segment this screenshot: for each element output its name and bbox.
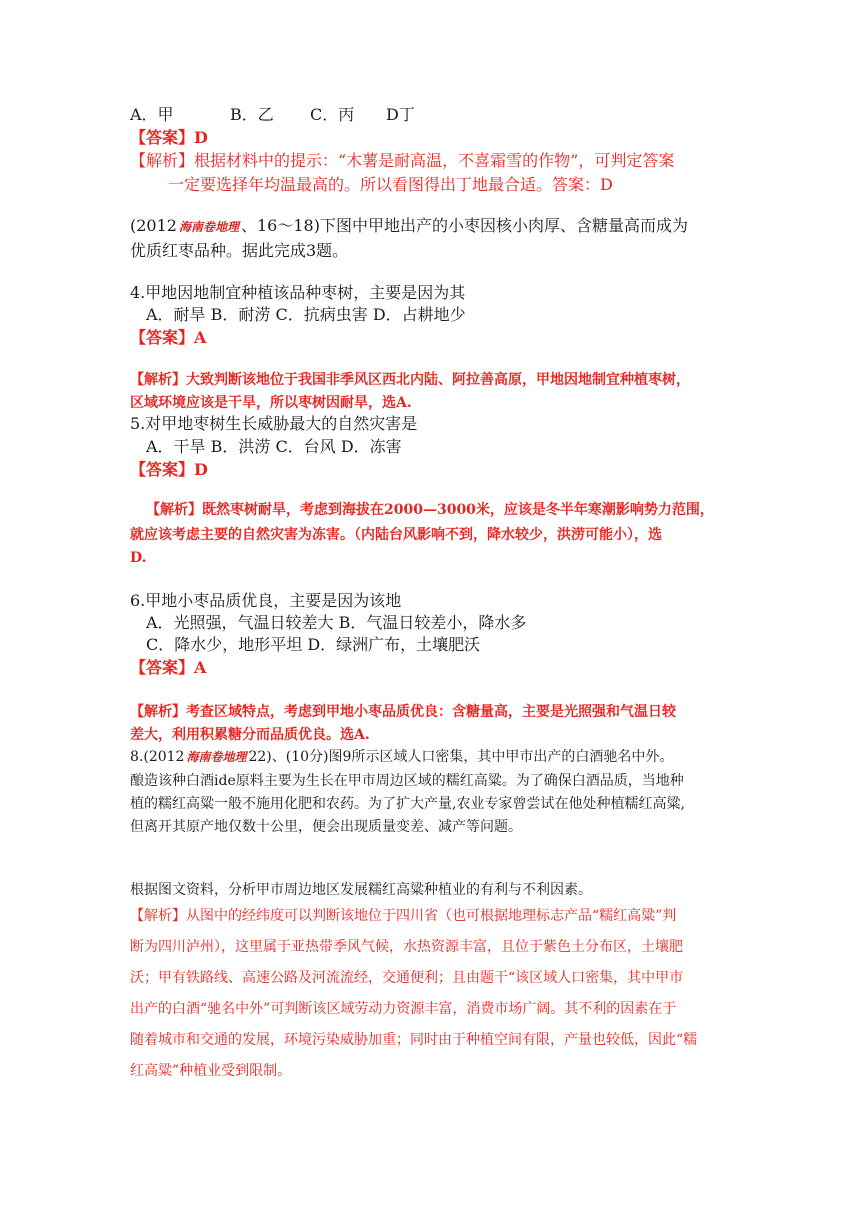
q5-analysis-line1: 【解析】既然枣树耐旱，考虑到海拔在2000—3000米，应该是冬半年寒潮影响势力范围，: [146, 502, 714, 518]
q4-options: A．耐旱 B．耐涝 C．抗病虫害 D．占耕地少: [146, 305, 466, 324]
q3-option-a: A．甲: [130, 105, 174, 124]
q8-line2: 酿造该种白酒ide原料主要为生长在甲市周边区域的糯红高粱。为了确保白酒品质，当地种: [130, 773, 684, 789]
q8-analysis-line2: 断为四川泸州），这里属于亚热带季风气候，水热资源丰富，且位于紫色土分布区，土壤肥: [130, 939, 683, 955]
q3-analysis-line1: 【解析】根据材料中的提示：“木薯是耐高温，不喜霜雪的作物”，可判定答案: [130, 151, 675, 170]
q8-line3: 植的糯红高粱一般不施用化肥和农药。为了扩大产量,农业专家曾尝试在他处种植糯红高粱,: [130, 796, 685, 812]
q8-analysis-line6: 红高粱”种植业受到限制。: [130, 1063, 292, 1079]
q4-answer: 【答案】A: [130, 328, 207, 347]
q3-option-c: C．丙: [310, 105, 355, 124]
q4-analysis-line1: 【解析】大致判断该地位于我国非季风区西北内陆、阿拉善高原，甲地因地制宜种植枣树，: [130, 372, 690, 388]
q5-analysis-line3: D.: [130, 550, 147, 566]
q3-analysis-line2: 一定要选择年均温最高的。所以看图得出丁地最合适。答案：D: [168, 175, 613, 194]
q6-analysis-line2: 差大，利用积累糖分而品质优良。选A.: [130, 727, 370, 743]
intro-prefix: (2012: [130, 216, 177, 235]
q8-line1: [130, 746, 673, 768]
q5-answer: 【答案】D: [130, 460, 208, 479]
source-tag: 海南卷地理: [178, 220, 239, 234]
q8-analysis-line1: 【解析】从图中的经纬度可以判断该地位于四川省（也可根据地理标志产品“糯红高粱”判: [130, 908, 677, 924]
q8-analysis-line5: 随着城市和交通的发展，环境污染威胁加重；同时由于种植空间有限，产量也较低，因此“糯: [130, 1032, 698, 1048]
q5-analysis-line2: 就应该考虑主要的自然灾害为冻害。（内陆台风影响不到，降水较少，洪涝可能小），选: [130, 527, 662, 543]
q6-options-line1: A．光照强，气温日较差大 B．气温日较差小，降水多: [146, 613, 527, 632]
q3-option-d: D丁: [386, 105, 415, 124]
q3-answer: 【答案】D: [130, 128, 208, 147]
q3-option-b: B．乙: [230, 105, 274, 124]
q3-options: [130, 104, 415, 126]
q8-analysis-line4: 出产的白酒“驰名中外”可判断该区域劳动力资源丰富，消费市场广阔。其不利的因素在于: [130, 1001, 677, 1017]
q8-analysis-line3: 沃；甲有铁路线、高速公路及河流流经，交通便利；且由题干“该区域人口密集，其中甲市: [130, 970, 684, 986]
q8-prefix: 8.(2012: [130, 749, 185, 765]
q8-suffix: 22)、(10分)图9所示区域人口密集，其中甲市出产的白酒驰名中外。: [248, 749, 674, 765]
q8-source-tag: 海南卷地理: [186, 750, 247, 764]
q6-stem: 6.甲地小枣品质优良，主要是因为该地: [130, 591, 402, 610]
q5-stem: 5.对甲地枣树生长威胁最大的自然灾害是: [130, 414, 418, 433]
q6-answer: 【答案】A: [130, 658, 207, 677]
intro-line1: [130, 215, 688, 238]
q6-options-line2: C．降水少，地形平坦 D．绿洲广布，土壤肥沃: [146, 635, 481, 654]
q5-options: A．干旱 B．洪涝 C．台风 D．冻害: [146, 437, 402, 456]
intro-line2: 优质红枣品种。据此完成3题。: [130, 241, 349, 260]
q4-stem: 4.甲地因地制宜种植该品种枣树，主要是因为其: [130, 283, 466, 302]
q8-question: 根据图文资料，分析甲市周边地区发展糯红高粱种植业的有利与不利因素。: [130, 882, 592, 898]
intro-suffix: 、16～18)下图中甲地出产的小枣因核小肉厚、含糖量高而成为: [240, 216, 688, 235]
q6-analysis-line1: 【解析】考查区域特点，考虑到甲地小枣品质优良：含糖量高，主要是光照强和气温日较: [130, 704, 676, 720]
q8-line4: 但离开其原产地仅数十公里，便会出现质量变差、减产等问题。: [130, 819, 522, 835]
q4-analysis-line2: 区域环境应该是干旱，所以枣树因耐旱，选A.: [130, 395, 412, 411]
